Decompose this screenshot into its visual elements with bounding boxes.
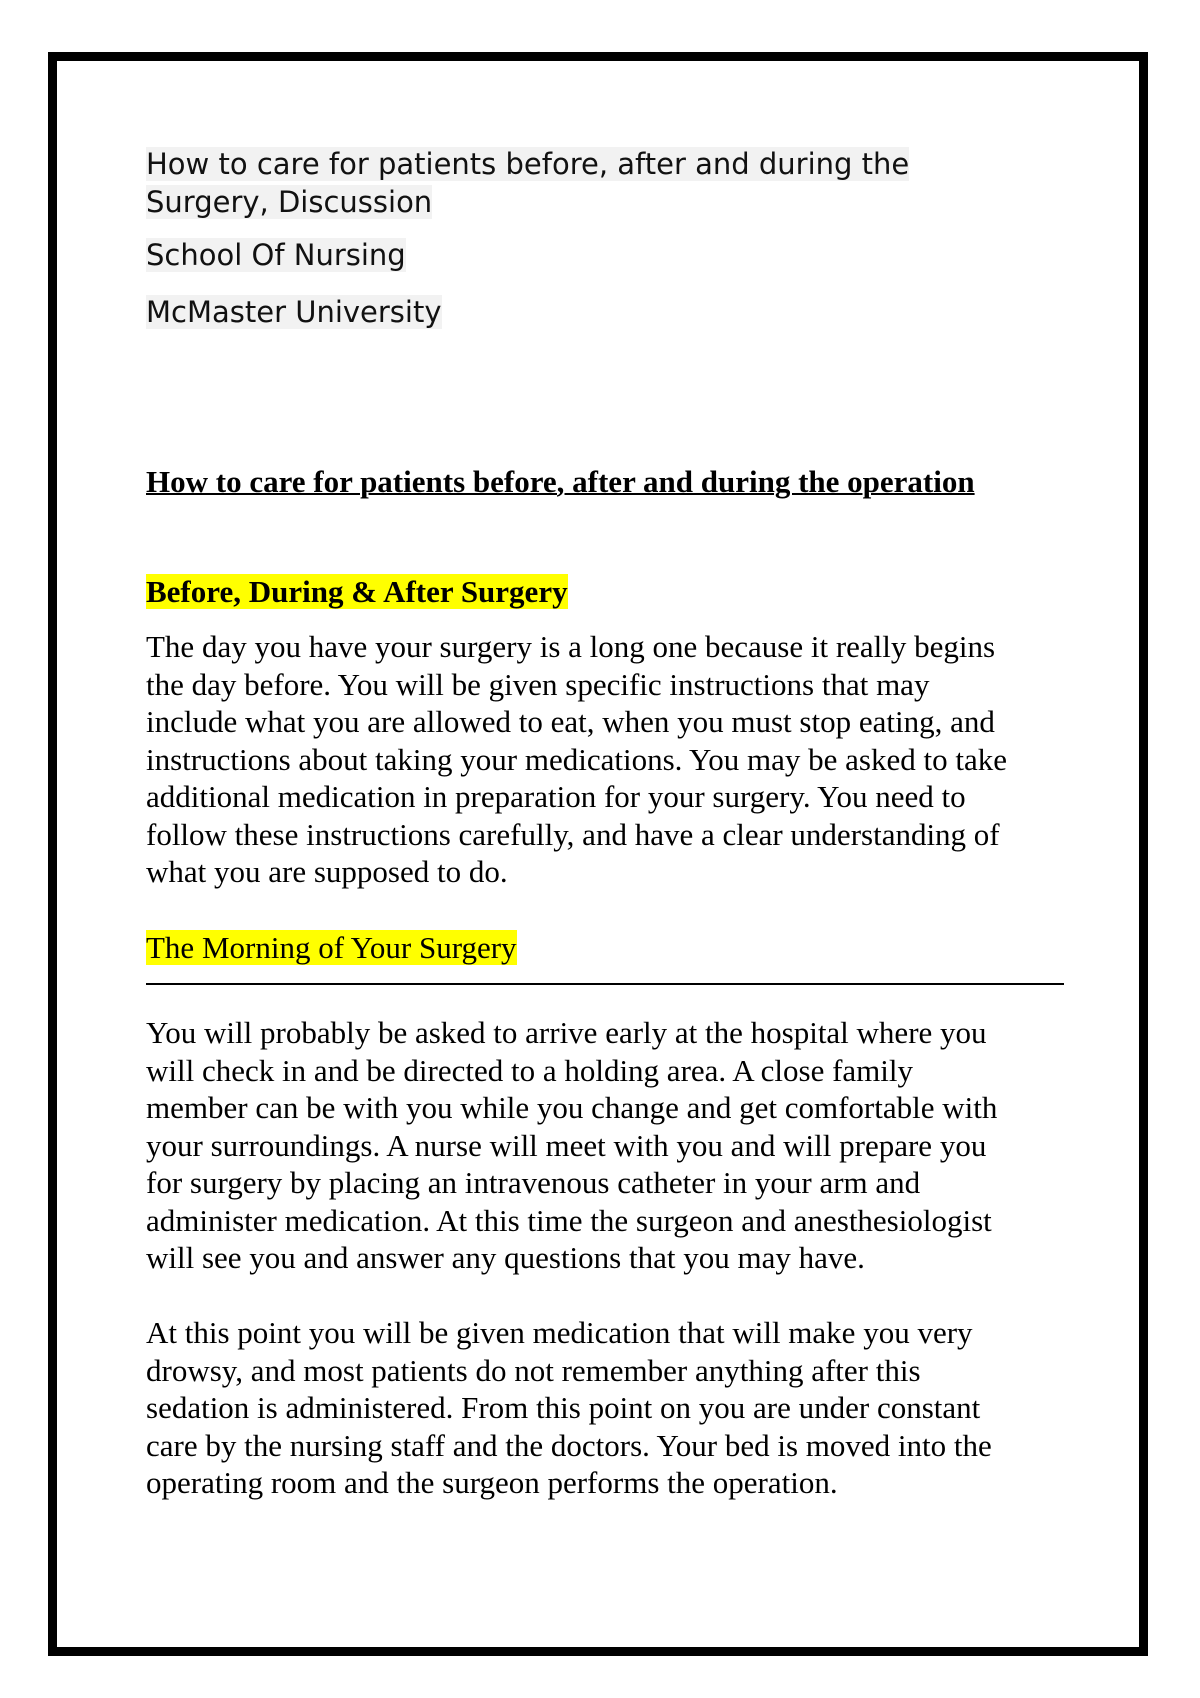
paragraph-line: instructions about taking your medications. You may be asked to take [146, 741, 1007, 777]
subheading-before-during-after: Before, During & After Surgery [146, 574, 568, 609]
paragraph-line: administer medication. At this time the surgeon and anesthesiologist [146, 1202, 992, 1238]
paragraph-line: will check in and be directed to a holding area. A close family [146, 1052, 913, 1088]
paragraph-line: operating room and the surgeon performs the operation. [146, 1465, 838, 1500]
paragraph-line: drowsy, and most patients do not remember anything after this [146, 1352, 921, 1388]
document-title [146, 145, 1066, 221]
university-name: McMaster University [146, 295, 442, 329]
paragraph-line: member can be with you while you change and get comfortable with [146, 1090, 998, 1125]
paragraph-arrival [146, 1014, 1066, 1277]
paragraph-line: what you are supposed to do. [146, 854, 508, 889]
paragraph-line: include what you are allowed to eat, when you must stop eating, and [146, 704, 995, 739]
paragraph-line: follow these instructions carefully, and have a clear understanding of [146, 816, 1000, 852]
paragraph-line: care by the nursing staff and the doctors. Your bed is moved into the [146, 1427, 992, 1463]
paragraph-line: your surroundings. A nurse will meet with you and will prepare you [146, 1127, 987, 1163]
paragraph-line: will see you and answer any questions that you may have. [146, 1240, 865, 1275]
paragraph-line: You will probably be asked to arrive early at the hospital where you [146, 1015, 987, 1050]
horizontal-rule [146, 983, 1064, 985]
school-name: School Of Nursing [146, 238, 406, 272]
paragraph-day-of-surgery [146, 628, 1066, 891]
paragraph-line: the day before. You will be given specific instructions that may [146, 666, 930, 702]
paragraph-line: additional medication in preparation for your surgery. You need to [146, 779, 966, 814]
paragraph-line: The day you have your surgery is a long one because it really begins [146, 629, 996, 664]
paragraph-line: sedation is administered. From this point on you are under constant [146, 1390, 981, 1425]
subheading-morning-of-surgery: The Morning of Your Surgery [146, 930, 517, 965]
title-line-2: Surgery, Discussion [146, 185, 433, 219]
paragraph-line: for surgery by placing an intravenous catheter in your arm and [146, 1165, 921, 1200]
paragraph-line: At this point you will be given medication that will make you very [146, 1315, 973, 1350]
section-heading: How to care for patients before, after and during the operation [146, 464, 975, 499]
title-line-1: How to care for patients before, after and during the [146, 147, 910, 181]
paragraph-sedation [146, 1314, 1066, 1502]
